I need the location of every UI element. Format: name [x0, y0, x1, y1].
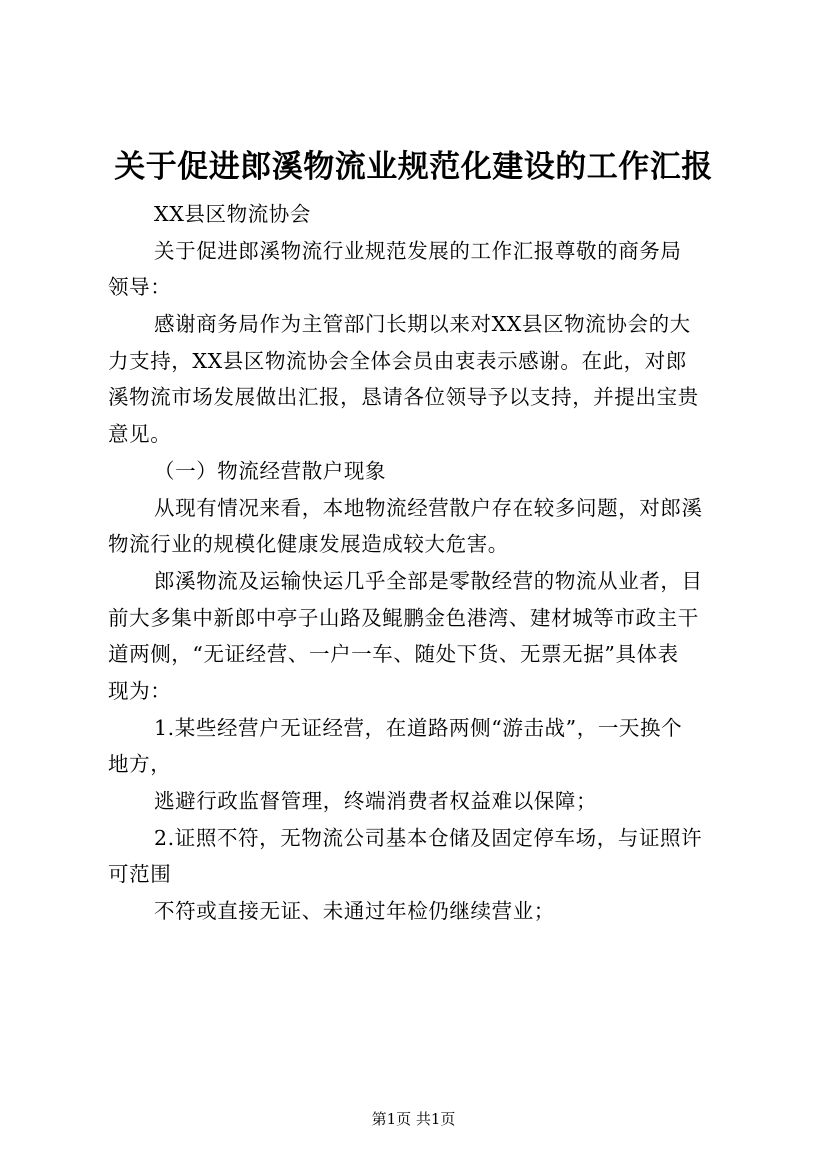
- paragraph-line: [108, 343, 723, 380]
- paragraph-line: [108, 233, 723, 270]
- paragraph-line: [108, 563, 723, 600]
- line-text: 地方，: [108, 752, 172, 777]
- paragraph-line: [108, 783, 723, 820]
- line-text: 可范围: [108, 862, 172, 887]
- line-text: 感谢商务局作为主管部门长期以来对XX县区物流协会的大: [154, 312, 691, 337]
- line-text: 从现有情况来看，本地物流经营散户存在较多问题，对郎溪: [154, 495, 703, 520]
- document-title: 关于促进郎溪物流业规范化建设的工作汇报: [114, 149, 713, 185]
- paragraph-line: [108, 269, 723, 306]
- line-text: 领导：: [108, 275, 172, 300]
- line-text: 1.某些经营户无证经营，在道路两侧“游击战”，一天换个: [154, 715, 683, 740]
- line-text: 道两侧，“无证经营、一户一车、随处下货、无票无据”具体表: [108, 642, 679, 667]
- line-text: 郎溪物流及运输快运几乎全部是零散经营的物流从业者，目: [154, 568, 703, 593]
- paragraph-line: [108, 820, 723, 857]
- paragraph-line: [108, 893, 723, 930]
- section-heading: [108, 453, 723, 490]
- line-text: XX县区物流协会: [154, 202, 311, 226]
- paragraph-line: [108, 673, 723, 710]
- paragraph-line: [108, 636, 723, 673]
- paragraph-line: [108, 526, 723, 563]
- line-text: 关于促进郎溪物流行业规范发展的工作汇报尊敬的商务局: [154, 238, 682, 263]
- paragraph-line: [108, 746, 723, 783]
- paragraph-line: [108, 856, 723, 893]
- line-text: 物流行业的规模化健康发展造成较大危害。: [108, 532, 509, 557]
- page-number-footer: 第1页 共1页: [371, 1110, 456, 1128]
- line-text: 不符或直接无证、未通过年检仍继续营业；: [154, 899, 555, 924]
- line-text: 逃避行政监督管理，终端消费者权益难以保障；: [154, 789, 598, 813]
- paragraph-line: [108, 306, 723, 343]
- line-text: 溪物流市场发展做出汇报，恳请各位领导予以支持，并提出宝贵: [108, 385, 699, 410]
- paragraph-line: [108, 600, 723, 637]
- paragraph-line: [108, 490, 723, 527]
- line-text: 现为：: [108, 678, 172, 703]
- line-text: （一）物流经营散户现象: [154, 458, 387, 483]
- line-text: 意见。: [108, 422, 172, 447]
- line-text: 前大多集中新郎中亭子山路及鲲鹏金色港湾、建材城等市政主干: [108, 605, 699, 630]
- paragraph-line: [108, 710, 723, 747]
- document-body: [108, 196, 723, 930]
- paragraph-line: [108, 379, 723, 416]
- line-text: 2.证照不符，无物流公司基本仓储及固定停车场，与证照许: [154, 825, 703, 850]
- line-text: 力支持，XX县区物流协会全体会员由衷表示感谢。在此，对郎: [108, 348, 687, 373]
- paragraph-line: [108, 196, 723, 233]
- paragraph-line: [108, 416, 723, 453]
